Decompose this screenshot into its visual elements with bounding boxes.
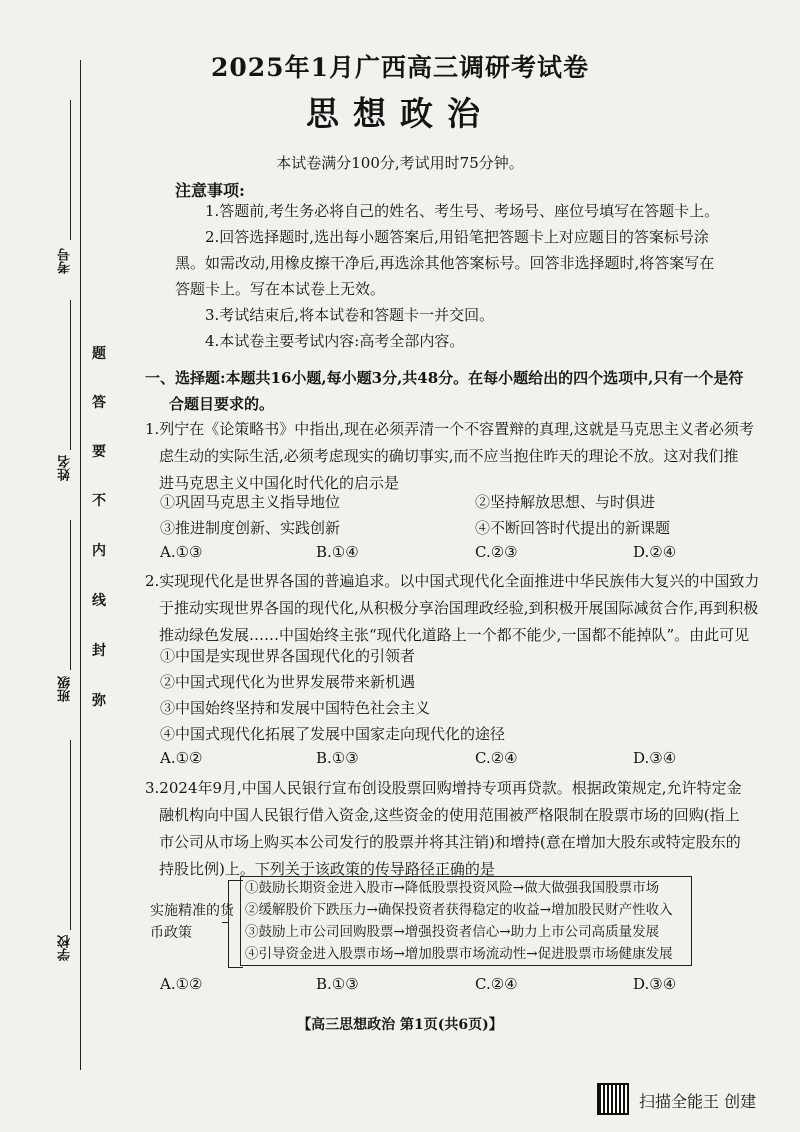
q2-choice-a[interactable]: A.①②: [160, 749, 203, 767]
stem-line: 融机构向中国人民银行借入资金,这些资金的使用范围被严格限制在股票市场的回购(指上: [159, 806, 740, 824]
path-row: ④引导资金进入股票市场→增加股票市场流动性→促进股票市场健康发展: [245, 946, 673, 962]
notice-heading: 注意事项:: [175, 181, 245, 200]
path-row: ①鼓励长期资金进入股市→降低股票投资风险→做大做强我国股票市场: [245, 880, 660, 896]
stem-line: 推动绿色发展……中国始终主张“现代化道路上一个都不能少,一国都不能掉队”。由此可见: [159, 626, 750, 644]
path-row: ③鼓励上市公司回购股票→增强投资者信心→助力上市公司高质量发展: [245, 924, 660, 940]
q3-choice-c[interactable]: C.②④: [475, 975, 518, 993]
blank-banji: [70, 520, 71, 670]
seal-char: 封: [92, 643, 106, 659]
stem-line: 虑生动的实际生活,必须考虑现实的确切事实,而不应当抱住昨天的理论不放。这对我们推: [159, 447, 739, 465]
q3-choice-a[interactable]: A.①②: [160, 975, 203, 993]
stem-line: 1.列宁在《论策略书》中指出,现在必须弄清一个不容置辩的真理,这就是马克思主义者必须考: [145, 420, 754, 438]
q2-item-2: ②中国式现代化为世界发展带来新机遇: [160, 673, 416, 691]
stem-line: 于推动实现世界各国的现代化,从积极分享治国理政经验,到积极开展国际减贫合作,再到积极: [159, 599, 759, 617]
q2-item-3: ③中国始终坚持和发展中国特色社会主义: [160, 699, 431, 717]
blank-xuexiao: [70, 740, 71, 930]
q1-item-3: ③推进制度创新、实践创新: [160, 519, 341, 537]
scanner-watermark: [597, 1083, 787, 1117]
q1-item-2: ②坚持解放思想、与时俱进: [475, 493, 656, 511]
scanner-text: 扫描全能王 创建: [639, 1092, 757, 1111]
section-heading: [145, 365, 785, 417]
exam-title: 2025年1月广西高三调研考试卷: [211, 53, 589, 82]
seal-char: 要: [92, 444, 106, 460]
q2-item-1: ①中国是实现世界各国现代化的引领者: [160, 647, 416, 665]
q1-choice-d[interactable]: D.②④: [633, 543, 677, 561]
notice-item: 1.答题前,考生务必将自己的姓名、考生号、考场号、座位号填写在答题卡上。: [205, 202, 720, 220]
stem-line: 进马克思主义中国化时代化的启示是: [159, 474, 400, 492]
exam-meta: 本试卷满分100分,考试用时75分钟。: [276, 154, 524, 172]
q2-choice-d[interactable]: D.③④: [633, 749, 677, 767]
transmission-paths: [240, 876, 692, 966]
seal-char: 线: [92, 593, 106, 609]
stem-line: 2.实现现代化是世界各国的普遍追求。以中国式现代化全面推进中华民族伟大复兴的中国致力: [145, 572, 760, 590]
section-line: 一、选择题:本题共16小题,每小题3分,共48分。在每小题给出的四个选项中,只有一个是符: [145, 369, 744, 387]
question-2-stem: [145, 568, 790, 649]
seal-char: 答: [92, 395, 106, 411]
notice-item: 4.本试卷主要考试内容:高考全部内容。: [205, 332, 465, 350]
stem-line: 市公司从市场上购买本公司发行的股票并将其注销)和增持(意在增加大股东或特定股东的: [159, 833, 741, 851]
seal-char: 不: [92, 493, 106, 509]
qr-code-icon: [597, 1083, 629, 1115]
binding-line: [80, 60, 81, 1070]
seal-char: 题: [92, 346, 106, 362]
stem-line: 持股比例)上。下列关于该政策的传导路径正确的是: [159, 860, 495, 878]
notice-item: 3.考试结束后,将本试卷和答题卡一并交回。: [205, 306, 495, 324]
question-3-stem: [145, 775, 790, 883]
path-row: ②缓解股价下跌压力→确保投资者获得稳定的收益→增加股民财产性收入: [245, 902, 673, 918]
question-1-stem: [145, 416, 790, 497]
q1-item-1: ①巩固马克思主义指导地位: [160, 493, 341, 511]
label-xingming: 姓名: [58, 455, 73, 481]
subject-title: 思想政治: [306, 94, 494, 133]
label-kaohao: 考号: [58, 248, 73, 274]
q3-choice-d[interactable]: D.③④: [633, 975, 677, 993]
q2-choice-b[interactable]: B.①③: [316, 749, 359, 767]
q3-choice-b[interactable]: B.①③: [316, 975, 359, 993]
blank-xingming: [70, 300, 71, 450]
section-line: 合题目要求的。: [169, 395, 275, 413]
diagram-label: 实施精准的货币政策: [150, 903, 234, 941]
notice-item: 答题卡上。写在本试卷上无效。: [175, 280, 386, 298]
q1-choice-b[interactable]: B.①④: [316, 543, 359, 561]
notice-item: 黑。如需改动,用橡皮擦干净后,再选涂其他答案标号。回答非选择题时,将答案写在: [175, 254, 715, 272]
seal-char: 内: [92, 543, 106, 559]
label-banji: 班级: [58, 676, 73, 702]
q2-item-4: ④中国式现代化拓展了发展中国家走向现代化的途径: [160, 725, 506, 743]
q1-choice-a[interactable]: A.①③: [160, 543, 203, 561]
page-footer: 【高三思想政治 第1页(共6页)】: [297, 1017, 503, 1033]
q1-item-4: ④不断回答时代提出的新课题: [475, 519, 671, 537]
notice-item: 2.回答选择题时,选出每小题答案后,用铅笔把答题卡上对应题目的答案标号涂: [205, 228, 709, 246]
q2-choice-c[interactable]: C.②④: [475, 749, 518, 767]
label-xuexiao: 学校: [58, 935, 73, 961]
seal-char: 弥: [92, 693, 106, 709]
q1-choice-c[interactable]: C.②③: [475, 543, 518, 561]
stem-line: 3.2024年9月,中国人民银行宣布创设股票回购增持专项再贷款。根据政策规定,允许特定金: [145, 779, 742, 797]
